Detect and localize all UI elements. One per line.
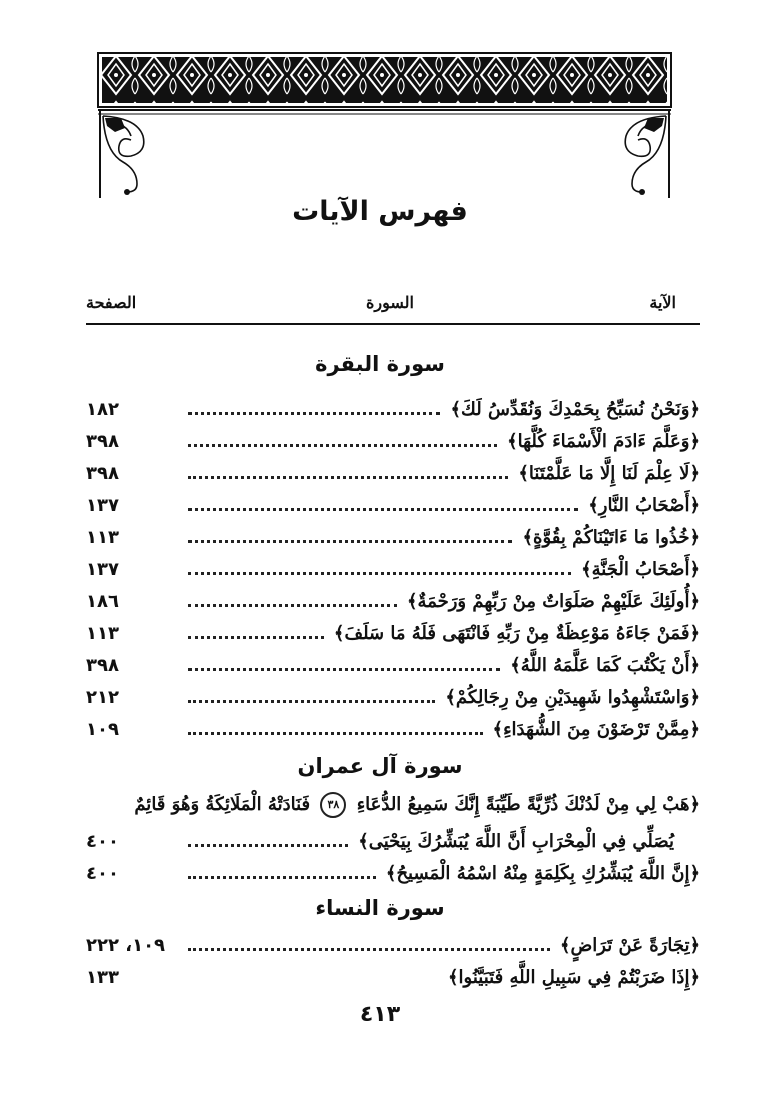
ayah-text: ﴿لَا عِلْمَ لَنَا إِلَّا مَا عَلَّمْتَنَا﴾: [518, 462, 700, 484]
ayah-text: ﴿وَاسْتَشْهِدُوا شَهِيدَيْنِ مِنْ رِجَالِكُمْ﴾: [445, 686, 700, 708]
ayah-text: ﴿أُولَئِكَ عَلَيْهِمْ صَلَوَاتٌ مِنْ رَبِّهِمْ وَرَحْمَةٌ﴾: [407, 590, 700, 612]
page-ref: ١١٣: [86, 526, 119, 548]
page-ref: ١٣٧: [86, 494, 119, 516]
page-ref: ٢١٢: [86, 686, 119, 708]
index-entry: [86, 650, 700, 680]
ayah-text: ﴿هَبْ لِي مِنْ لَدُنْكَ ذُرِّيَّةً طَيِّبَةً إِنَّكَ سَمِيعُ الدُّعَاءِ: [356, 794, 700, 815]
page-ref: ١١٣: [86, 622, 119, 644]
page-ref: ٣٩٨: [86, 430, 119, 452]
leader-dots: [188, 836, 348, 847]
index-entry: [86, 682, 700, 712]
leader-dots: [188, 940, 550, 951]
header-surah: السورة: [366, 293, 414, 312]
leader-dots: [188, 436, 497, 447]
ornamental-frame: [97, 52, 672, 200]
page-ref: ٤٠٠: [86, 862, 119, 884]
ayah-text: ﴿وَنَحْنُ نُسَبِّحُ بِحَمْدِكَ وَنُقَدِّسُ لَكَ﴾: [450, 398, 700, 420]
page-ref: ١٨٦: [86, 590, 119, 612]
leader-dots: [188, 404, 440, 415]
page-ref: ١٠٩، ٢٢٢: [86, 934, 166, 956]
page-ref: ١٣٣: [86, 966, 119, 988]
ayah-text: ﴿إِذَا ضَرَبْتُمْ فِي سَبِيلِ اللَّهِ فَتَبَيَّنُوا﴾: [448, 966, 700, 988]
leader-dots: [188, 628, 324, 639]
page-ref: ١٣٧: [86, 558, 119, 580]
index-entry: [86, 586, 700, 616]
leader-dots: [188, 868, 376, 879]
surah-heading: سورة البقرة: [315, 352, 445, 376]
page-ref: ١٠٩: [86, 718, 119, 740]
index-entry: [86, 426, 700, 456]
leader-dots: [188, 564, 571, 575]
ayah-text: ﴿إِنَّ اللَّهَ يُبَشِّرُكِ بِكَلِمَةٍ مِنْهُ اسْمُهُ الْمَسِيحُ﴾: [385, 862, 700, 884]
index-entry: [86, 826, 700, 856]
index-entry: [86, 394, 700, 424]
page-title: فهرس الآيات: [292, 196, 468, 227]
index-entry: [86, 858, 700, 888]
index-entry: [86, 554, 700, 584]
ayah-text-continued: فَنَادَتْهُ الْمَلَائِكَةُ وَهُوَ قَائِمٌ: [134, 794, 311, 815]
ayah-text: ﴿فَمَنْ جَاءَهُ مَوْعِظَةٌ مِنْ رَبِّهِ فَانْتَهَى فَلَهُ مَا سَلَفَ﴾: [333, 622, 700, 644]
index-entry: [86, 962, 700, 992]
verse-number-marker: ٣٨: [320, 792, 346, 818]
page-ref: ١٨٢: [86, 398, 119, 420]
multi-line-ayah-line1: [86, 792, 700, 822]
ayah-text: ﴿تِجَارَةً عَنْ تَرَاضٍ﴾: [559, 934, 700, 956]
index-entry: [86, 490, 700, 520]
leader-dots: [188, 724, 483, 735]
leader-dots: [188, 692, 435, 703]
leader-dots: [188, 468, 508, 479]
page-ref: ٣٩٨: [86, 654, 119, 676]
header-page: الصفحة: [86, 293, 137, 312]
ayah-text: ﴿أَنْ يَكْتُبَ كَمَا عَلَّمَهُ اللَّهُ﴾: [510, 654, 700, 676]
header-ayah: الآية: [649, 293, 676, 312]
leader-dots: [188, 532, 512, 543]
leader-dots: [188, 500, 578, 511]
page-ref: ٣٩٨: [86, 462, 119, 484]
ayah-text: ﴿وَعَلَّمَ ءَادَمَ الْأَسْمَاءَ كُلَّهَا﴾: [507, 430, 700, 452]
ayah-text: يُصَلِّي فِي الْمِحْرَابِ أَنَّ اللَّهَ يُبَشِّرُكَ بِيَحْيَى﴾: [358, 830, 674, 852]
index-entry: [86, 522, 700, 552]
index-entry: [86, 618, 700, 648]
page-number: ٤١٣: [359, 1002, 401, 1027]
surah-heading: سورة آل عمران: [297, 754, 463, 778]
index-entry: [86, 458, 700, 488]
ayah-text: ﴿أَصْحَابُ الْجَنَّةِ﴾: [581, 558, 700, 580]
index-entry: [86, 714, 700, 744]
leader-dots: [188, 596, 397, 607]
ayah-text: ﴿خُذُوا مَا ءَاتَيْنَاكُمْ بِقُوَّةٍ﴾: [522, 526, 700, 548]
index-entry: [86, 930, 700, 960]
page-ref: ٤٠٠: [86, 830, 119, 852]
column-headers: [86, 293, 676, 323]
header-divider: [86, 323, 700, 325]
ayah-text: ﴿مِمَّنْ تَرْضَوْنَ مِنَ الشُّهَدَاءِ﴾: [492, 718, 700, 740]
ayah-text: ﴿أَصْحَابُ النَّارِ﴾: [588, 494, 700, 516]
leader-dots: [188, 660, 500, 671]
surah-heading: سورة النساء: [315, 896, 445, 920]
